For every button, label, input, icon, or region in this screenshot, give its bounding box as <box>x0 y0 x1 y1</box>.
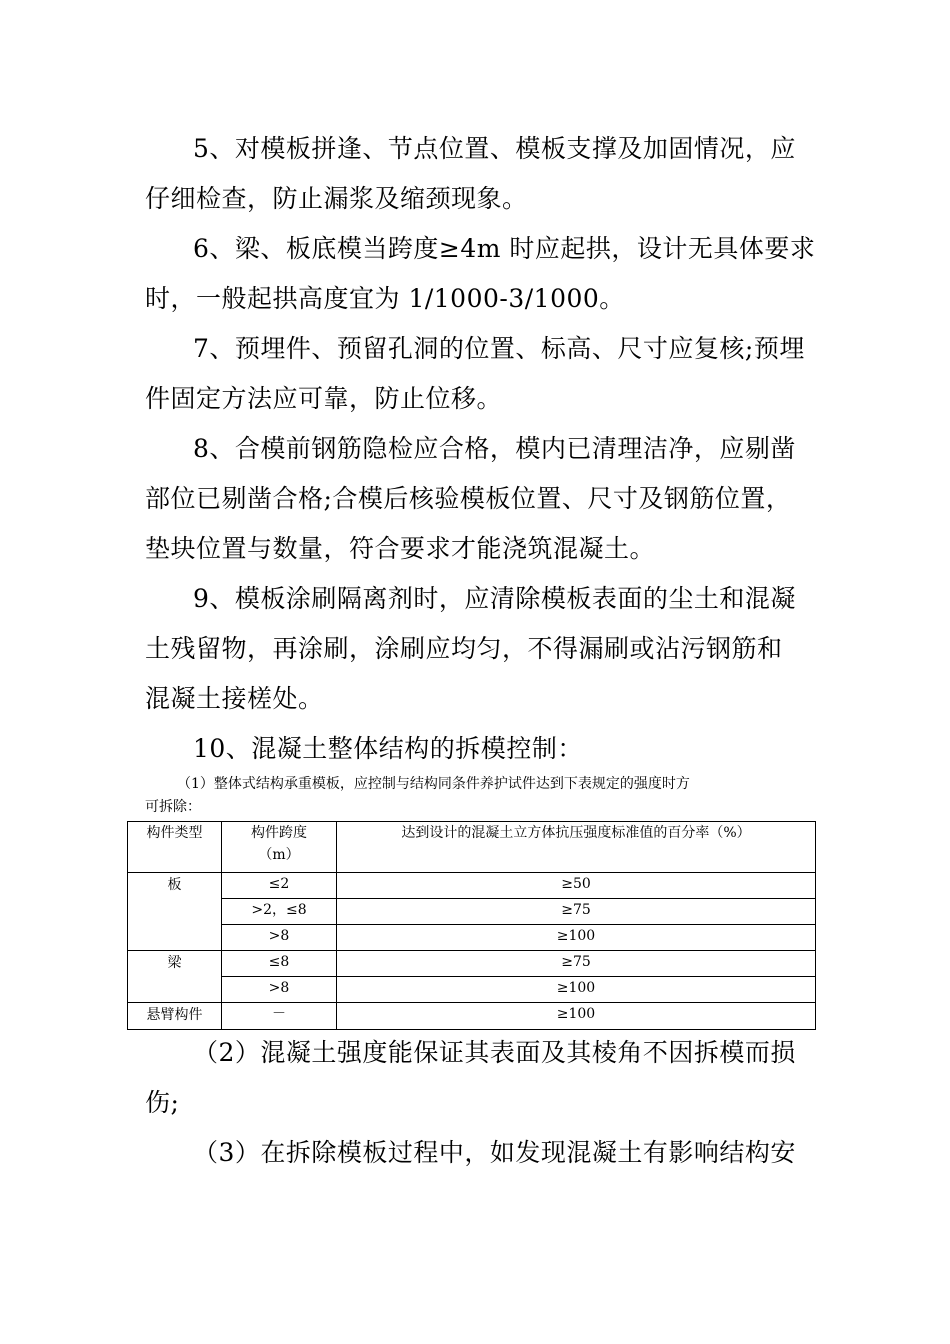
table-header-row <box>128 822 816 873</box>
header-strength-percent: 达到设计的混凝土立方体抗压强度标准值的百分率（%） <box>337 822 816 873</box>
cell-type-slab: 板 <box>128 873 222 951</box>
paragraph-5-line-1: 5、对模板拼逢、节点位置、模板支撑及加固情况，应 <box>193 134 796 163</box>
table-row <box>128 873 816 899</box>
cell-span: >8 <box>222 977 337 1003</box>
paragraph-8-line-3: 垫块位置与数量，符合要求才能浇筑混凝土。 <box>145 534 656 563</box>
cell-percent: ≥100 <box>337 977 816 1003</box>
formwork-removal-strength-table <box>127 821 816 1030</box>
paragraph-5-line-2: 仔细检查，防止漏浆及缩颈现象。 <box>145 184 528 213</box>
paragraph-6-line-1: 6、梁、板底模当跨度≥4m 时应起拱，设计无具体要求 <box>193 234 816 263</box>
paragraph-8-line-2: 部位已剔凿合格;合模后核验模板位置、尺寸及钢筋位置， <box>145 484 792 513</box>
table-row <box>128 899 816 925</box>
paragraph-9-line-1: 9、模板涂刷隔离剂时，应清除模板表面的尘土和混凝 <box>193 584 796 613</box>
note-1-line-1: （1）整体式结构承重模板，应控制与结构同条件养护试件达到下表规定的强度时方 <box>177 776 690 792</box>
cell-percent: ≥75 <box>337 899 816 925</box>
item-2-line-1: （2）混凝土强度能保证其表面及其棱角不因拆模而损 <box>193 1038 796 1067</box>
paragraph-8-line-1: 8、合模前钢筋隐检应合格，模内已清理洁净，应剔凿 <box>193 434 796 463</box>
cell-type-beam: 梁 <box>128 951 222 1003</box>
header-span-line-2: （m） <box>258 847 300 863</box>
cell-span: >2，≤8 <box>222 899 337 925</box>
header-member-span <box>222 822 337 873</box>
cell-percent: ≥75 <box>337 951 816 977</box>
paragraph-9-line-2: 土残留物，再涂刷，涂刷应均匀，不得漏刷或沾污钢筋和 <box>145 634 783 663</box>
item-3-line-1: （3）在拆除模板过程中，如发现混凝土有影响结构安 <box>193 1138 796 1167</box>
paragraph-6-line-2: 时，一般起拱高度宜为 1/1000-3/1000。 <box>145 284 625 313</box>
cell-percent: ≥50 <box>337 873 816 899</box>
paragraph-10-heading: 10、混凝土整体结构的拆模控制： <box>193 734 583 763</box>
cell-percent: ≥100 <box>337 925 816 951</box>
cell-span: － <box>222 1003 337 1030</box>
cell-span: ≤8 <box>222 951 337 977</box>
header-span-line-1: 构件跨度 <box>251 825 307 841</box>
cell-percent: ≥100 <box>337 1003 816 1030</box>
table-row <box>128 925 816 951</box>
note-1-line-2: 可拆除： <box>145 799 201 815</box>
table-row <box>128 951 816 977</box>
paragraph-7-line-1: 7、预埋件、预留孔洞的位置、标高、尺寸应复核;预埋 <box>193 334 805 363</box>
cell-span: >8 <box>222 925 337 951</box>
table-row <box>128 977 816 1003</box>
item-2-line-2: 伤; <box>145 1088 180 1117</box>
cell-type-cantilever: 悬臂构件 <box>128 1003 222 1030</box>
table-row <box>128 1003 816 1030</box>
paragraph-7-line-2: 件固定方法应可靠，防止位移。 <box>145 384 503 413</box>
header-member-type: 构件类型 <box>128 822 222 873</box>
cell-span: ≤2 <box>222 873 337 899</box>
paragraph-9-line-3: 混凝土接槎处。 <box>145 684 324 713</box>
